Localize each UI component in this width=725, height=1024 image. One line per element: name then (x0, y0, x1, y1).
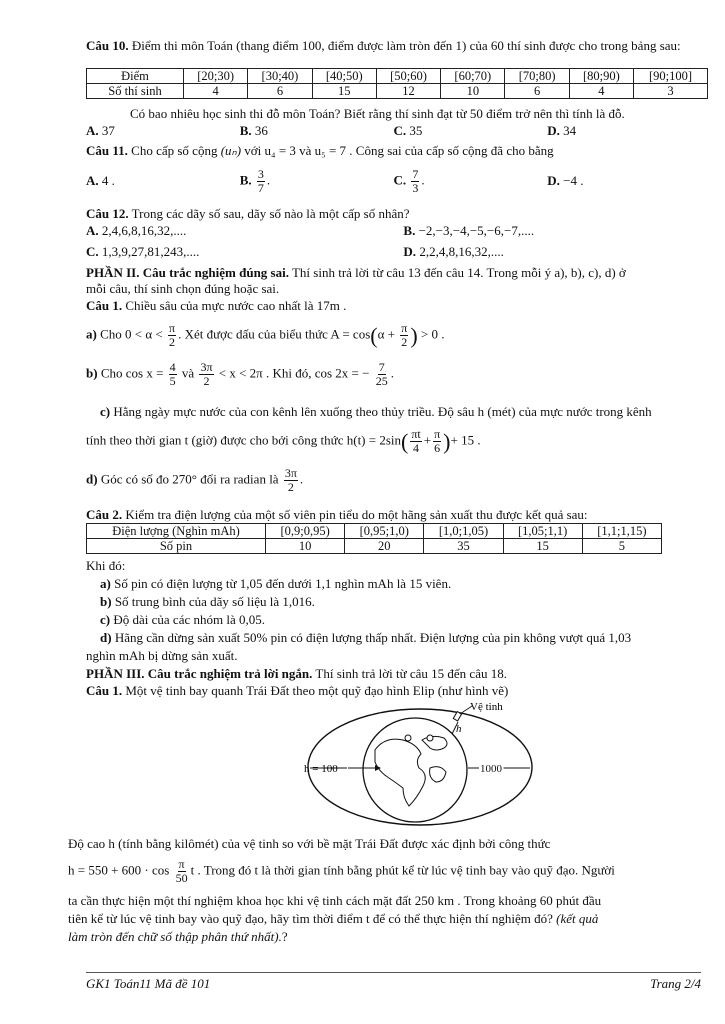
p2q2-battery-table (86, 523, 662, 554)
fraction: $\frac{\pi}{2}$ (169, 321, 176, 350)
p2q2-item-b (100, 594, 701, 610)
item-text: Số trung bình của dãy số liệu là 1,016. (114, 594, 315, 609)
fraction: $\frac{\pi}{2}$ (401, 321, 408, 350)
item-label: a) (86, 326, 97, 342)
fraction: $\frac{\pi}{50}$ (175, 857, 188, 885)
option-text: 1,3,9,27,81,243,.... (101, 244, 200, 259)
item-text: > 0 . (420, 326, 445, 342)
option-text: 2,2,4,8,16,32,.... (419, 244, 504, 259)
option-letter: C. (86, 244, 99, 259)
q10-option-b (240, 123, 394, 139)
p2q2-label: Câu 2. (86, 507, 123, 522)
fraction: $\frac{\pi t}{4}$ (411, 427, 421, 456)
table-cell: [1,0;1,05) (424, 524, 503, 539)
p2q1-item-a: a) Cho 0 < α < $\frac{\pi}{2}$ . Xét được dấu của biểu thức A = cos(α + $\frac{\pi}{2}$ ) > 0 . (86, 321, 445, 350)
p2q1-item-d: d) Góc có số đo 270° đổi ra radian là $\frac{3\pi}{2}$ . (86, 466, 304, 494)
continent-shape (375, 739, 425, 806)
p2q1-text: Chiều sâu của mực nước cao nhất là 17m . (125, 298, 347, 313)
item-text: Độ dài của các nhóm là 0,05. (113, 612, 265, 627)
q12-options-row1 (86, 223, 701, 239)
fraction: $\frac{\pi}{6}$ (434, 427, 441, 456)
p2q2-item-d (100, 630, 701, 646)
table-header-cell: Điểm (87, 69, 184, 84)
table-cell: [70;80) (505, 69, 569, 84)
option-text: 36 (254, 123, 268, 138)
formula-text: t . Trong đó t là thời gian tính bằng phút kể từ lúc vệ tinh bay vào quỹ đạo. Người (190, 862, 615, 878)
table-cell: [50;60) (376, 69, 440, 84)
item-label: b) (86, 365, 98, 381)
q12-option-d (403, 244, 701, 260)
table-cell: 10 (266, 539, 345, 554)
q11-text-a: Cho cấp số cộng (131, 143, 218, 158)
q10-label: Câu 10. (86, 38, 129, 53)
part2-header (86, 265, 701, 281)
q10-options (86, 123, 701, 139)
satellite-label: Vệ tinh (470, 701, 503, 713)
p2q2-intro: Khi đó: (86, 558, 126, 573)
continent-shape (422, 736, 447, 750)
q10-question: Có bao nhiêu học sinh thi đỗ môn Toán? Biết rằng thí sinh đạt từ 50 điểm trở nên thì tính là đỗ. (130, 106, 625, 121)
table-header-cell: Số pin (87, 539, 266, 554)
item-text: Số pin có điện lượng từ 1,05 đến dưới 1,1 nghìn mAh là 15 viên. (114, 576, 452, 591)
table-cell: 12 (376, 84, 440, 99)
left-distance-label: h = 100 (304, 763, 338, 775)
formula-text: h = 550 + 600 · cos (68, 862, 170, 878)
table-cell: [0,9;0,95) (266, 524, 345, 539)
table-cell: [60;70) (441, 69, 505, 84)
island-shape (427, 735, 433, 741)
q11-stem (86, 143, 701, 159)
item-label: a) (100, 576, 111, 591)
option-letter: A. (86, 123, 99, 138)
q11-sequence: (uₙ) (220, 143, 242, 158)
option-text: 37 (101, 123, 115, 138)
item-text: + 15 . (450, 432, 481, 448)
item-label: b) (100, 594, 112, 609)
p2q1-item-c-formula: tính theo thời gian t (giờ) được cho bởi công thức h(t) = 2sin( $\frac{\pi t}{4}$ + $\frac{\pi}{6}$ )+ 15 . (86, 427, 481, 456)
table-cell: 4 (569, 84, 633, 99)
table-cell: 5 (582, 539, 661, 554)
q12-label: Câu 12. (86, 206, 129, 221)
item-text: < x < 2π . Khi đó, cos 2x = − (218, 365, 370, 381)
q11-label: Câu 11. (86, 143, 128, 158)
item-label: c) (100, 404, 111, 419)
option-letter: D. (403, 244, 417, 259)
fraction: $\frac{7}{3}$ (412, 167, 419, 195)
p3q1-stem (86, 683, 701, 699)
table-cell: 15 (503, 539, 582, 554)
item-text: Hãng cần dừng sản xuất 50% pin có điện lượng thấp nhất. Điện lượng của pin không vượt quá 1,03 (114, 630, 632, 645)
p2q1-stem (86, 298, 701, 314)
q11-option-d (547, 173, 701, 189)
item-text: tính theo thời gian t (giờ) được cho bởi công thức h(t) = 2sin (86, 432, 402, 448)
table-header-cell: Số thí sinh (87, 84, 184, 99)
q11-option-a (86, 173, 240, 189)
item-text: Hằng ngày mực nước của con kênh lên xuống theo thủy triều. Độ sâu h (mét) của mực nước trong kênh (113, 404, 652, 419)
option-text: −4 . (563, 173, 584, 189)
fraction: $\frac{3\pi}{2}$ (200, 360, 213, 388)
p2q1-item-b: b) Cho cos x = $\frac{4}{5}$ và $\frac{3\pi}{2}$ < x < 2π . Khi đó, cos 2x = − $\frac{7}{25}$ . (86, 360, 394, 388)
q10-option-d (547, 123, 701, 139)
page-footer (86, 972, 701, 992)
item-label: c) (100, 612, 111, 627)
q11-options (86, 168, 701, 195)
table-row (87, 69, 708, 84)
item-text: α + (377, 326, 395, 342)
q10-stem (86, 38, 701, 54)
q11-option-c: C. $\frac{7}{3}$ . (393, 167, 425, 195)
table-cell: [20;30) (184, 69, 248, 84)
table-cell: 3 (634, 84, 708, 99)
part3-text: Thí sinh trả lời từ câu 15 đến câu 18. (315, 666, 507, 681)
island-shape (405, 735, 411, 741)
table-cell: [80;90) (569, 69, 633, 84)
p3q1-label: Câu 1. (86, 683, 123, 698)
option-letter: A. (86, 223, 99, 238)
q12-options-row2 (86, 244, 701, 260)
p2q2-text: Kiểm tra điện lượng của một số viên pin tiểu do một hãng sản xuất thu được kết quả sau: (125, 507, 588, 522)
table-cell: [0,95;1,0) (345, 524, 424, 539)
option-letter: B. (403, 223, 416, 238)
table-cell: 6 (505, 84, 569, 99)
footer-exam-code: GK1 Toán11 Mã đề 101 (86, 976, 211, 991)
item-text: Cho cos x = (100, 365, 164, 381)
part2-title: PHẦN II. Câu trắc nghiệm đúng sai. (86, 265, 289, 280)
p2q2-stem (86, 507, 701, 523)
q11-option-b: B. $\frac{3}{7}$ . (239, 167, 271, 195)
table-header-cell: Điện lượng (Nghìn mAh) (87, 524, 266, 539)
footer-page-number: Trang 2/4 (650, 976, 701, 991)
table-cell: 35 (424, 539, 503, 554)
altitude-label: h (456, 723, 462, 735)
fraction: $\frac{7}{25}$ (375, 360, 388, 388)
table-cell: 20 (345, 539, 424, 554)
table-cell: 4 (184, 84, 248, 99)
q12-text: Trong các dãy số sau, dãy số nào là một cấp số nhân? (131, 206, 410, 221)
q10-text: Điểm thi môn Toán (thang điểm 100, điểm được làm tròn đến 1) của 60 thí sinh được cho trong bảng sau: (131, 38, 681, 53)
table-row (87, 84, 708, 99)
p3q1-paragraph-1: Độ cao h (tính bằng kilômét) của vệ tinh so với bề mặt Trái Đất được xác định bởi công thức (68, 836, 551, 851)
right-distance-label: 1000 (480, 763, 502, 775)
p3q1-paragraph-3: tiên kể từ lúc vệ tinh bay vào quỹ đạo, hãy tìm thời điểm t để có thể thực hiện thí nghiệm đó? (kết quả (68, 911, 599, 926)
p3q1-paragraph-2: ta cần thực hiện một thí nghiệm khoa học khi vệ tinh cách mặt đất 250 km . Trong khoảng 60 phút đầu (68, 893, 602, 908)
table-cell: [90;100] (634, 69, 708, 84)
fraction: $\frac{4}{5}$ (169, 360, 176, 388)
satellite-orbit-figure (290, 700, 570, 830)
q11-text-b: với u₄ = 3 và u₅ = 7 . Công sai của cấp số cộng đã cho bằng (244, 143, 554, 158)
option-text: 35 (409, 123, 423, 138)
item-text: Góc có số đo 270° đổi ra radian là (100, 471, 279, 487)
q10-option-c (394, 123, 548, 139)
item-text: Cho 0 < α < (100, 326, 163, 342)
p3q1-text: Một vệ tinh bay quanh Trái Đất theo một quỹ đạo hình Elip (như hình vẽ) (125, 683, 509, 698)
option-text: 34 (563, 123, 577, 138)
item-text: . Xét được dấu của biểu thức A = cos (178, 326, 371, 342)
p2q2-item-d-cont: nghìn mAh bị dừng sản xuất. (86, 648, 238, 663)
part3-title: PHẦN III. Câu trắc nghiệm trả lời ngắn. (86, 666, 313, 681)
p2q1-item-c (100, 404, 701, 420)
option-letter: B. (239, 123, 252, 138)
part3-header (86, 666, 701, 682)
table-cell: 6 (248, 84, 312, 99)
option-letter: C. (393, 172, 407, 188)
q12-option-c (86, 244, 403, 260)
q12-option-a (86, 223, 403, 239)
table-cell: [1,1;1,15) (582, 524, 661, 539)
table-cell: [40;50) (312, 69, 376, 84)
item-label: d) (86, 471, 98, 487)
option-text: −2,−3,−4,−5,−6,−7,.... (418, 223, 535, 238)
q10-option-a (86, 123, 240, 139)
table-cell: 10 (441, 84, 505, 99)
option-letter: A. (86, 173, 99, 189)
table-cell: [1,05;1,1) (503, 524, 582, 539)
option-letter: B. (239, 172, 252, 188)
satellite-icon (453, 712, 461, 721)
p3q1-formula (68, 858, 701, 885)
option-letter: C. (393, 123, 407, 138)
part2-text-2: mỗi câu, thí sinh chọn đúng hoặc sai. (86, 281, 280, 296)
table-row (87, 539, 662, 554)
continent-shape (430, 767, 446, 782)
option-letter: D. (547, 123, 560, 138)
table-cell: 15 (312, 84, 376, 99)
option-letter: D. (547, 173, 560, 189)
p2q1-label: Câu 1. (86, 298, 123, 313)
p2q2-item-c (100, 612, 701, 628)
item-text: và (181, 365, 195, 381)
option-text: 2,4,6,8,16,32,.... (101, 223, 187, 238)
table-cell: [30;40) (248, 69, 312, 84)
table-row (87, 524, 662, 539)
q12-option-b (403, 223, 701, 239)
item-label: d) (100, 630, 112, 645)
q10-score-table (86, 68, 708, 99)
q12-stem (86, 206, 701, 222)
p3q1-paragraph-4: làm tròn đến chữ số thập phân thứ nhất).? (68, 929, 288, 944)
option-text: 4 . (101, 173, 115, 189)
p2q2-item-a (100, 576, 701, 592)
fraction: $\frac{3}{7}$ (257, 167, 264, 195)
part2-text-1: Thí sinh trả lời từ câu 13 đến câu 14. Trong mỗi ý a), b), c), d) ở (291, 265, 626, 280)
fraction: $\frac{3\pi}{2}$ (284, 466, 297, 494)
